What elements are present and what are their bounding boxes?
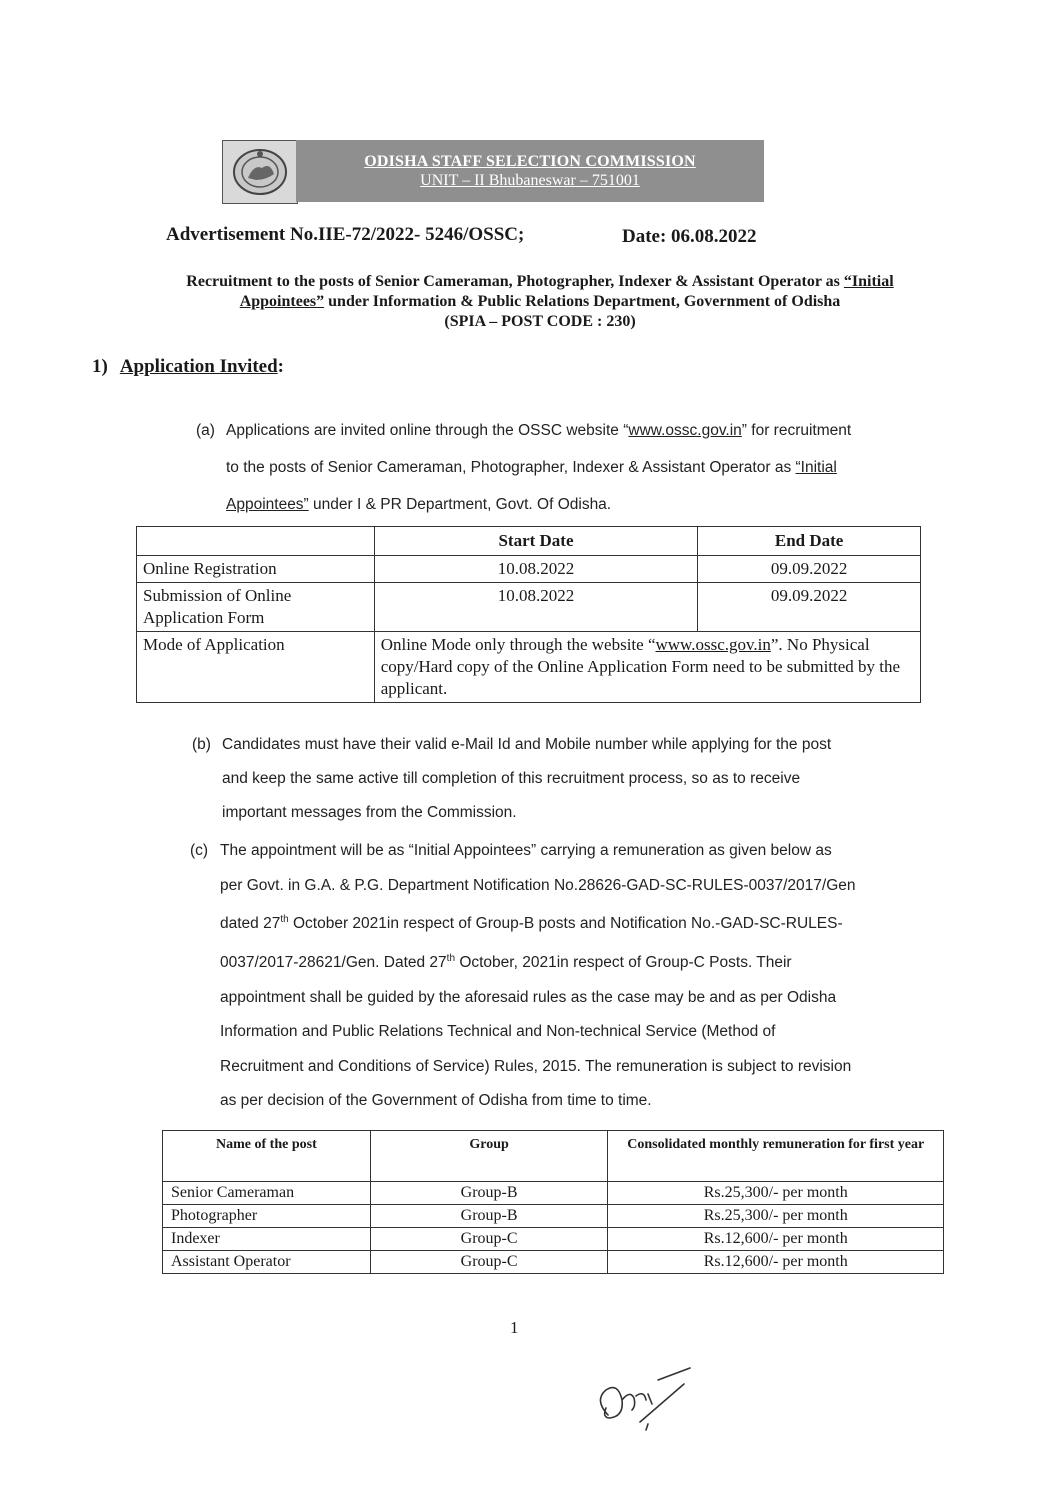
commission-unit: UNIT – II Bhubaneswar – 751001 (420, 172, 640, 189)
commission-header (296, 140, 764, 202)
para-c-line: per Govt. in G.A. & P.G. Department Notification No.28626-GAD-SC-RULES-0037/2017/Gen (220, 876, 856, 894)
table-row (137, 632, 921, 703)
paragraph-b (192, 728, 964, 830)
table-cell: Rs.12,600/- per month (608, 1228, 944, 1251)
table-header-row (137, 527, 921, 556)
table-cell: Group-C (370, 1251, 608, 1274)
table-cell: Group-C (370, 1228, 608, 1251)
paragraph-a (196, 412, 966, 523)
paragraph-label: (c) (190, 842, 209, 859)
mode-text: ”. No Physical copy/Hard copy of the Online Application Form need to be submitted by the applicant. (380, 635, 901, 698)
section-title: Application Invited (119, 356, 278, 377)
para-c-line: Recruitment and Conditions of Service) Rules, 2015. The remuneration is subject to revision (220, 1057, 852, 1075)
remuneration-table (162, 1130, 944, 1274)
para-c-text: 0037/2017-28621/Gen. Dated 27 (220, 954, 447, 972)
post-code: (SPIA – POST CODE : 230) (444, 313, 636, 330)
table-header-row (163, 1131, 944, 1182)
para-c-text: October, 2021in respect of Group-C Posts. Their (455, 954, 792, 972)
ossc-website-link[interactable]: www.ossc.gov.in (628, 422, 742, 439)
para-a-text: to the posts of Senior Cameraman, Photographer, Indexer & Assistant Operator as (226, 459, 796, 476)
superscript: th (446, 952, 456, 964)
rec-title-line1b: “Initial (843, 273, 894, 290)
table-cell: 09.09.2022 (698, 583, 921, 632)
rec-title-line2b: under Information & Public Relations Department, Government of Odisha (324, 293, 841, 310)
paragraph-label: (b) (192, 736, 211, 753)
emblem-icon (230, 146, 290, 198)
section-colon: : (277, 356, 284, 377)
para-c-line: appointment shall be guided by the aforesaid rules as the case may be and as per Odisha (220, 988, 837, 1006)
table-cell: Photographer (163, 1205, 371, 1228)
table-header-cell: Name of the post (163, 1131, 371, 1182)
table-cell: 09.09.2022 (698, 556, 921, 583)
table-row (163, 1182, 944, 1205)
rec-title-line2a: Appointees” (239, 293, 325, 310)
state-emblem (222, 140, 298, 204)
advertisement-number: Advertisement No.IIE-72/2022- 5246/OSSC; (166, 224, 525, 245)
table-cell: Assistant Operator (163, 1251, 371, 1274)
paragraph-c (190, 834, 962, 1119)
para-a-text: under I & PR Department, Govt. Of Odisha. (308, 496, 612, 513)
para-c-text: October 2021in respect of Group-B posts and Notification No.-GAD-SC-RULES- (288, 915, 843, 933)
para-a-text: Applications are invited online through the OSSC website “ (226, 422, 629, 439)
table-cell: Rs.12,600/- per month (608, 1251, 944, 1274)
para-c-text: dated 27 (220, 915, 281, 933)
table-cell: 10.08.2022 (374, 556, 698, 583)
mode-text: Online Mode only through the website “ (380, 635, 656, 654)
table-cell: 10.08.2022 (374, 583, 698, 632)
superscript: th (280, 914, 289, 926)
page-number: 1 (510, 1318, 519, 1337)
para-c-line: Information and Public Relations Technical and Non-technical Service (Method of (220, 1023, 776, 1041)
paragraph-label: (a) (196, 422, 215, 439)
table-header-cell: Group (370, 1131, 608, 1182)
table-cell: Rs.25,300/- per month (608, 1182, 944, 1205)
table-row (137, 583, 921, 632)
section-number: 1) (92, 356, 108, 377)
recruitment-title (110, 272, 970, 332)
table-row (163, 1205, 944, 1228)
table-cell: Group-B (370, 1182, 608, 1205)
section-heading (92, 356, 284, 378)
para-b-line: Candidates must have their valid e-Mail Id and Mobile number while applying for the post (222, 736, 832, 753)
table-cell: Online Registration (137, 556, 375, 583)
para-a-text: ” for recruitment (741, 422, 852, 439)
ossc-website-link[interactable]: www.ossc.gov.in (655, 635, 771, 654)
table-cell: Submission of Online Application Form (137, 583, 375, 632)
para-b-line: important messages from the Commission. (222, 804, 517, 821)
table-row (163, 1228, 944, 1251)
para-c-line: The appointment will be as “Initial Appointees” carrying a remuneration as given below as (220, 842, 832, 859)
table-cell: Senior Cameraman (163, 1182, 371, 1205)
para-b-line: and keep the same active till completion of this recruitment process, so as to receive (222, 770, 801, 787)
table-cell: Group-B (370, 1205, 608, 1228)
table-header-cell (137, 527, 375, 556)
table-header-cell: End Date (698, 527, 921, 556)
table-header-cell: Consolidated monthly remuneration for first year (608, 1131, 944, 1182)
para-a-text: Appointees” (226, 496, 309, 513)
para-a-text: “Initial (795, 459, 837, 476)
table-cell: Indexer (163, 1228, 371, 1251)
table-row (137, 556, 921, 583)
commission-name: ODISHA STAFF SELECTION COMMISSION (364, 153, 696, 170)
table-header-cell: Start Date (374, 527, 698, 556)
dates-table (136, 526, 921, 703)
para-c-line: as per decision of the Government of Odisha from time to time. (220, 1092, 652, 1110)
table-cell: Mode of Application (137, 632, 375, 703)
advertisement-date: Date: 06.08.2022 (622, 226, 757, 247)
table-cell: Rs.25,300/- per month (608, 1205, 944, 1228)
table-row (163, 1251, 944, 1274)
signature-icon (588, 1360, 698, 1440)
rec-title-line1a: Recruitment to the posts of Senior Cameraman, Photographer, Indexer & Assistant Operator as (186, 273, 844, 290)
table-cell (374, 632, 920, 703)
